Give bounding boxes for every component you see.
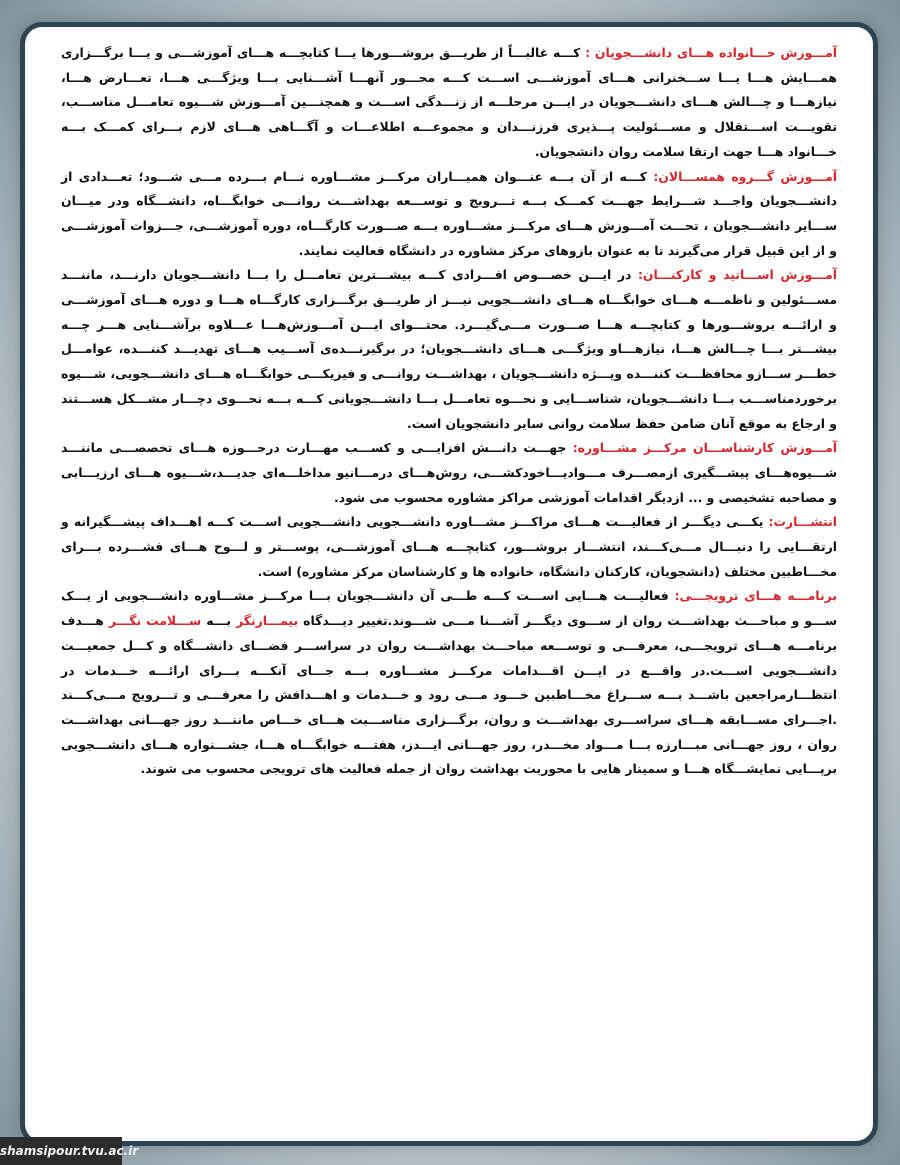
highlight-health-oriented: ســـلامت نگـــر xyxy=(108,613,202,629)
section-text: بـــه xyxy=(201,613,237,629)
section-heading: آمـــوزش اســـاتید و کارکنـــان: xyxy=(637,267,837,283)
section-text: هـــدف برنامـــه هـــای ترویجـــی، معرفـــی و توســـعه مباحـــث بهداشـــت روان در سراســـر فضـــای دانشـــگاه و کـــل جمعیـــت دانشـــجویی اســـت.در واقـــع در ایـــن اقـــدامات مرکـــز مشـــاوره بـــه جـــای آنکـــه بـــرای ارائـــه خـــدمات در انتظـــارمراجعین باشـــد بـــه ســـراغ مخـــاطبین خـــود مـــی رود و خـــدمات و اهـــدافش را معرفـــی و تـــرویج مـــی‌کـــند .اجـــرای مســـابقه هـــای سراســـری بهداشـــت و روان، برگـــزاری مناســـبت هـــای خـــاص ماننـــد روز جهـــانی بهداشـــت روان ، روز جهـــانی مبـــارزه بـــا مـــواد مخـــدر، روز جهـــانی ایـــدز، هفتـــه خوابگـــاه هـــا، جشـــنواره هـــای دانشـــجویی برپـــایی نمایشـــگاه هـــا و سمینار هایی با محوریت بهداشت روان از جمله فعالیت های ترویجی محسوب می شوند. xyxy=(61,613,837,777)
section-publications xyxy=(61,510,837,584)
section-counselor-training xyxy=(61,436,837,510)
section-text: کـــه غالبـــاً از طریـــق بروشـــورها یـــا کتابچـــه هـــای آموزشـــی و یـــا برگـــزاری همـــایش هـــا یـــا ســـخنرانی هـــای آموزشـــی اســـت کـــه محـــور آنهـــا آشـــنایی بـــا ویژگـــی هـــا، تعـــارض هـــا، نیازهـــا و چـــالش هـــای دانشـــجویان در ایـــن مرحلـــه از زنـــدگی اســـت و همچنـــین آمـــوزش شـــیوه تعامـــل مناســـب، تقویـــت اســـتقلال و مســـئولیت پـــذیری فرزنـــدان و مجموعـــه اطلاعـــات و آگـــاهی هـــای لازم بـــرای کمـــک بـــه خـــانواد هـــا جهت ارتقا سلامت روان دانشجویان. xyxy=(61,45,837,159)
section-text: در ایـــن خصـــوص افـــرادی کـــه بیشـــترین تعامـــل را بـــا دانشـــجویان دارنـــد، ماننـــد مســـئولین و ناظمـــه هـــای خوابگـــاه هـــای دانشـــجویی نیـــز از طریـــق برگـــزاری کارگـــاه هـــا و دوره هـــای آموزشـــی و ارائـــه بروشـــورها و کتابچـــه هـــا صـــورت مـــی‌گیـــرد. محتـــوای ایـــن آمـــوزش‌هـــا عـــلاوه برآشـــنایی هـــر چـــه بیشـــتر بـــا چـــالش هـــا، نیازهـــاو ویژگـــی هـــای دانشـــجویان؛ در برگیرنـــده‌ی آســـیب هـــای تهدیـــد کننـــده، عوامـــل خطـــر ســـازو محافظـــت کننـــده ویـــژه دانشـــجویان ، بهداشـــت روانـــی و فیزیکـــی خوابگـــاه هـــای دانشـــجویی، شـــیوه برخوردمناســـب بـــا دانشـــجویان، شناســـایی و نحـــوه تعامـــل بـــا دانشـــجویانی کـــه بـــه نحـــوی دچـــار مشـــکل هســـتند و ارجاع به موقع آنان ضامن حفظ سلامت روانی سایر دانشجویان است. xyxy=(61,267,837,431)
highlight-illness-oriented: بیمـــارنگر xyxy=(236,613,299,629)
section-text: کـــه از آن بـــه عنـــوان همیـــاران مرکـــز مشـــاوره نـــام بـــرده مـــی شـــود؛ تعـــدادی از دانشـــجویان واجـــد شـــرایط جهـــت کمـــک بـــه تـــرویج و توســـعه بهداشـــت روانـــی خوابگـــاه، دانشـــگاه ودر میـــان ســـایر دانشـــجویان ، تحـــت آمـــوزش هـــای مرکـــز مشـــاوره بـــه صـــورت کارگـــاه، دوره آموزشـــی، جـــزوات آموزشـــی و از این قبیل قرار می‌گیرند تا به عنوان بازوهای مرکز مشاوره در دانشگاه فعالیت نمایند. xyxy=(61,168,837,258)
section-family-education xyxy=(61,41,837,165)
section-heading: آمـــوزش گـــروه همســـالان: xyxy=(653,168,837,184)
content-frame xyxy=(20,22,878,1146)
section-text: فعالیـــت هـــایی اســـت کـــه طـــی آن دانشـــجویان بـــا مرکـــز مشـــاوره دانشـــجویی از یـــک ســـو و مباحـــث بهداشـــت روان از ســـوی دیگـــر آشـــنا مـــی شـــوند.تغییر دیـــدگاه xyxy=(61,588,838,629)
section-staff-education xyxy=(61,263,837,436)
section-promotional-programs xyxy=(61,584,837,782)
section-heading: آمـــوزش خـــانواده هـــای دانشـــجویان : xyxy=(585,45,837,60)
section-text: یکـــی دیگـــر از فعالیـــت هـــای مراکـــز مشـــاوره دانشـــجویی دانشـــجویی اســـت کـــه اهـــداف پیشـــگیرانه و ارتقـــایی را دنبـــال مـــی‌کـــند، انتشـــار بروشـــور، کتابچـــه هـــای آموزشـــی، پوســـتر و لـــوح هـــای فشـــرده بـــرای مخـــاطبین مختلف (دانشجویان، کارکنان دانشگاه، خانواده ها و کارشناسان مرکز مشاوره) است. xyxy=(61,514,837,579)
section-heading: برنامـــه هـــای ترویجـــی: xyxy=(674,588,837,604)
section-heading: آمـــوزش کارشناســـان مرکـــز مشـــاوره: xyxy=(572,440,837,456)
section-heading: انتشـــارت: xyxy=(768,514,837,530)
site-url-tag: shamsipour.tvu.ac.ir xyxy=(0,1137,122,1165)
document-body xyxy=(61,41,837,1127)
section-peer-education xyxy=(61,165,837,264)
section-text: جهـــت دانـــش افزایـــی و کســـب مهـــارت درحـــوزه هـــای تخصصـــی ماننـــد شـــیوه‌هـــای پیشـــگیری ازمصـــرف مـــوادیـــاخودکشـــی، روش‌هـــای درمـــانیو مداخلـــه‌ای جدیـــد،شـــیوه هـــای ارزیـــابی و مصاحبه تشخیصی و ... ازدیگر اقدامات آموزشی مراکز مشاوره محسوب می شود. xyxy=(61,440,837,505)
